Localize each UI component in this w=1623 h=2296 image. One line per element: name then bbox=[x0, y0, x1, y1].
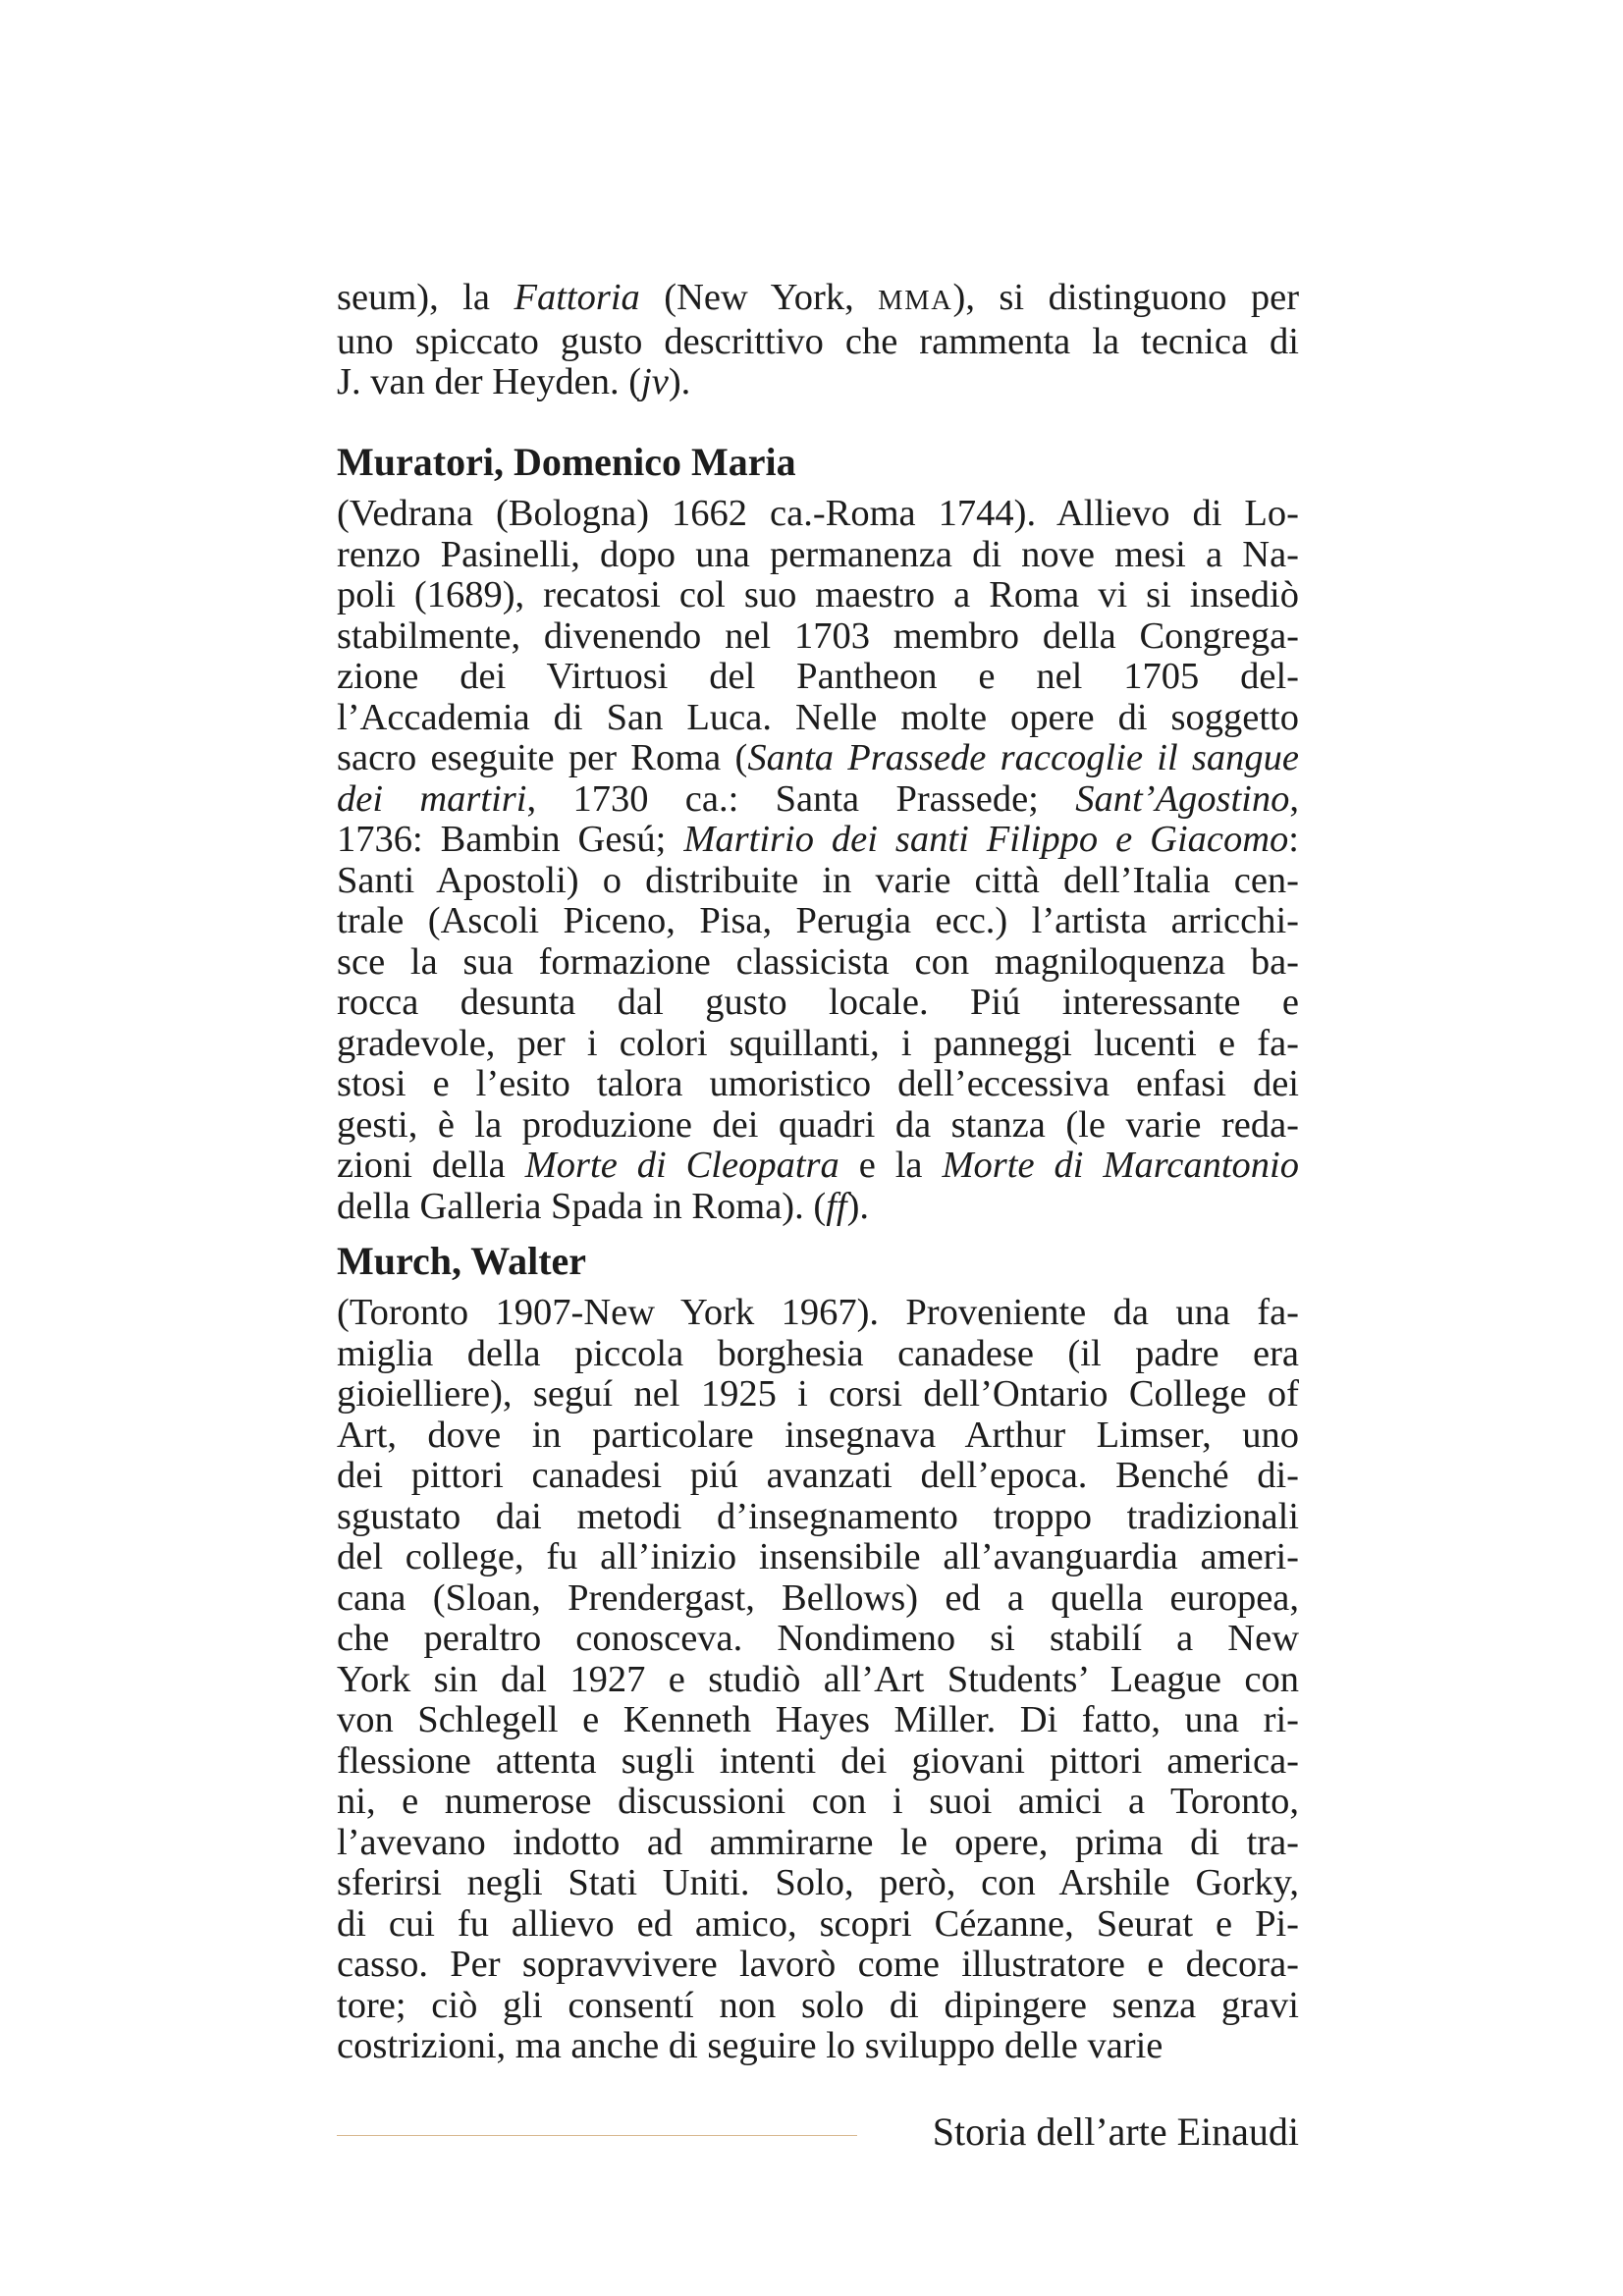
text-line: l’avevano indotto ad ammirarne le opere, prima di tra- bbox=[337, 1821, 1299, 1863]
text-line: gesti, è la produzione dei quadri da stanza (le varie reda- bbox=[337, 1103, 1299, 1146]
text-line: tore; ciò gli consentí non solo di dipingere senza gravi bbox=[337, 1984, 1299, 2026]
text-line: dei martiri, 1730 ca.: Santa Prassede; Sant’Agostino, bbox=[337, 777, 1299, 820]
italic-text: jv bbox=[641, 361, 669, 402]
text-line: York sin dal 1927 e studiò all’Art Students’ League con bbox=[337, 1658, 1299, 1700]
text-line: uno spiccato gusto descrittivo che rammenta la tecnica di bbox=[337, 320, 1299, 362]
text-line: von Schlegell e Kenneth Hayes Miller. Di fatto, una ri- bbox=[337, 1699, 1299, 1740]
small-caps-text: MMA bbox=[878, 286, 953, 316]
italic-text: ff bbox=[826, 1185, 847, 1227]
text-line: che peraltro conosceva. Nondimeno si stabilí a New bbox=[337, 1618, 1299, 1659]
text-line: sce la sua formazione classicista con magniloquenza ba- bbox=[337, 940, 1299, 983]
italic-text: Fattoria bbox=[514, 277, 640, 318]
page-footer bbox=[337, 2106, 1299, 2164]
text-line: miglia della piccola borghesia canadese (il padre era bbox=[337, 1332, 1299, 1374]
text-line: renzo Pasinelli, dopo una permanenza di nove mesi a Na- bbox=[337, 533, 1299, 575]
text-line: casso. Per sopravvivere lavorò come illustratore e decora- bbox=[337, 1944, 1299, 1985]
text-line: del college, fu all’inizio insensibile all’avanguardia ameri- bbox=[337, 1536, 1299, 1577]
italic-text: Martirio dei santi Filippo e Giacomo bbox=[683, 819, 1289, 860]
text-line: l’Accademia di San Luca. Nelle molte opere di soggetto bbox=[337, 696, 1299, 738]
text-line: zioni della Morte di Cleopatra e la Morte di Marcantonio bbox=[337, 1145, 1299, 1186]
italic-text: Sant’Agostino bbox=[1075, 777, 1290, 820]
text-line: flessione attenta sugli intenti dei giovani pittori america- bbox=[337, 1739, 1299, 1782]
text-line: (Toronto 1907-New York 1967). Proveniente da una fa- bbox=[337, 1292, 1299, 1333]
text-line: zione dei Virtuosi del Pantheon e nel 1705 del- bbox=[337, 656, 1299, 697]
text-line: sferirsi negli Stati Uniti. Solo, però, con Arshile Gorky, bbox=[337, 1862, 1299, 1903]
entry-text-muratori bbox=[337, 494, 1299, 1227]
text-line: 1736: Bambin Gesú; Martirio dei santi Filippo e Giacomo: bbox=[337, 819, 1299, 860]
text-line: sacro eseguite per Roma (Santa Prassede raccoglie il sangue bbox=[337, 737, 1299, 778]
italic-text: Morte di Cleopatra bbox=[524, 1145, 839, 1186]
footer-rule bbox=[337, 2135, 857, 2136]
entry-title-muratori: Muratori, Domenico Maria bbox=[337, 440, 796, 484]
text-line: di cui fu allievo ed amico, scopri Cézanne, Seurat e Pi- bbox=[337, 1902, 1299, 1945]
text-line: Art, dove in particolare insegnava Arthur Limser, uno bbox=[337, 1414, 1299, 1456]
text-line: costrizioni, ma anche di seguire lo sviluppo delle varie bbox=[337, 2025, 1163, 2066]
text-line: cana (Sloan, Prendergast, Bellows) ed a quella europea, bbox=[337, 1576, 1299, 1619]
italic-text: Morte di Marcantonio bbox=[942, 1145, 1299, 1186]
text-line: J. van der Heyden. (jv). bbox=[337, 361, 691, 402]
text-line: (Vedrana (Bologna) 1662 ca.-Roma 1744). Allievo di Lo- bbox=[337, 493, 1299, 534]
entry-title-murch: Murch, Walter bbox=[337, 1239, 587, 1283]
intro-paragraph bbox=[337, 278, 1299, 403]
text-line: sgustato dai metodi d’insegnamento troppo tradizionali bbox=[337, 1495, 1299, 1537]
text-line: ni, e numerose discussioni con i suoi amici a Toronto, bbox=[337, 1781, 1299, 1822]
text-line: gioielliere), seguí nel 1925 i corsi dell’Ontario College of bbox=[337, 1373, 1299, 1415]
text-line: seum), la Fattoria (New York, MMA), si distinguono per bbox=[337, 277, 1300, 318]
entry-text-murch bbox=[337, 1293, 1299, 2067]
text-line: della Galleria Spada in Roma). (ff). bbox=[337, 1185, 870, 1227]
italic-text: dei martiri bbox=[337, 777, 527, 820]
footer-label: Storia dell’arte Einaudi bbox=[932, 2109, 1299, 2154]
text-line: poli (1689), recatosi col suo maestro a Roma vi si insediò bbox=[337, 574, 1299, 615]
text-line: rocca desunta dal gusto locale. Piú interessante e bbox=[337, 982, 1299, 1023]
italic-text: Santa Prassede raccoglie il sangue bbox=[747, 737, 1299, 778]
text-line: stabilmente, divenendo nel 1703 membro della Congrega- bbox=[337, 614, 1299, 657]
text-line: stosi e l’esito talora umoristico dell’eccessiva enfasi dei bbox=[337, 1063, 1299, 1104]
text-line: Santi Apostoli) o distribuite in varie città dell’Italia cen- bbox=[337, 859, 1299, 901]
text-line: dei pittori canadesi piú avanzati dell’epoca. Benché di- bbox=[337, 1455, 1299, 1496]
text-line: trale (Ascoli Piceno, Pisa, Perugia ecc.) l’artista arricchi- bbox=[337, 900, 1299, 941]
text-line: gradevole, per i colori squillanti, i panneggi lucenti e fa- bbox=[337, 1022, 1299, 1064]
